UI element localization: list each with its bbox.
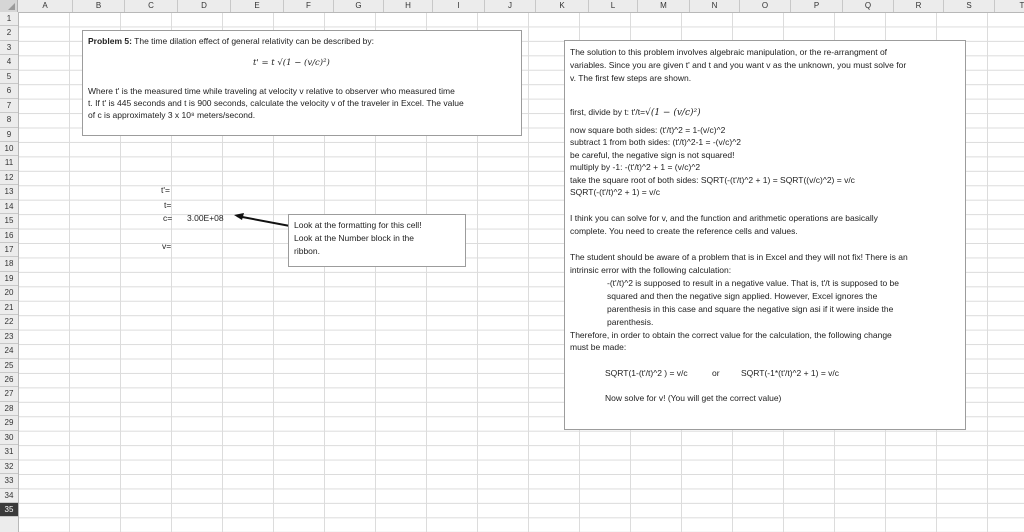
problem-heading — [88, 36, 374, 46]
problem-text-box[interactable] — [82, 30, 522, 136]
solution-therefore-2: must be made: — [570, 342, 627, 352]
row-header-32[interactable]: 32 — [0, 460, 18, 474]
column-header-s[interactable]: S — [944, 0, 995, 12]
cell-c16-label[interactable]: v= — [162, 241, 172, 251]
column-header-e[interactable]: E — [231, 0, 284, 12]
row-header-bar — [0, 12, 19, 532]
row-header-21[interactable]: 21 — [0, 301, 18, 315]
column-header-n[interactable]: N — [690, 0, 740, 12]
row-header-4[interactable]: 4 — [0, 55, 18, 69]
solution-warning-2: intrinsic error with the following calculation: — [570, 265, 732, 275]
solution-step-4: multiply by -1: -(t'/t)^2 + 1 = (v/c)^2 — [570, 162, 701, 172]
row-header-26[interactable]: 26 — [0, 373, 18, 387]
row-header-22[interactable]: 22 — [0, 315, 18, 329]
problem-text-line-1: Where t' is the measured time while traveling at velocity v relative to observer who measured time — [88, 86, 455, 96]
row-header-9[interactable]: 9 — [0, 128, 18, 142]
solution-step-2: subtract 1 from both sides: (t'/t)^2-1 = -(v/c)^2 — [570, 137, 741, 147]
solution-intro-3: v. The first few steps are shown. — [570, 73, 692, 83]
format-callout-box[interactable] — [288, 214, 466, 267]
column-header-l[interactable]: L — [589, 0, 638, 12]
row-header-3[interactable]: 3 — [0, 41, 18, 55]
column-header-c[interactable]: C — [125, 0, 178, 12]
solution-indent-3: parenthesis in this case and square the negative sign asi if it were inside the — [607, 304, 894, 314]
row-header-1[interactable]: 1 — [0, 12, 18, 26]
problem-text-line-2: t. If t' is 445 seconds and t is 900 seconds, calculate the velocity v of the traveler in Excel. The value — [88, 98, 464, 108]
solution-middle-1: I think you can solve for v, and the function and arithmetic operations are basically — [570, 213, 878, 223]
column-header-bar — [0, 0, 1024, 13]
column-header-a[interactable]: A — [18, 0, 73, 12]
solution-step-5: take the square root of both sides: SQRT(-(t'/t)^2 + 1) = SQRT((v/c)^2) = v/c — [570, 175, 855, 185]
row-header-11[interactable]: 11 — [0, 156, 18, 170]
cell-d14-value[interactable]: 3.00E+08 — [187, 213, 224, 223]
callout-arrow — [232, 212, 292, 230]
row-header-13[interactable]: 13 — [0, 185, 18, 199]
column-header-f[interactable]: F — [284, 0, 334, 12]
solution-step-6: SQRT(-(t'/t)^2 + 1) = v/c — [570, 187, 660, 197]
row-header-8[interactable]: 8 — [0, 113, 18, 127]
row-header-28[interactable]: 28 — [0, 402, 18, 416]
row-header-31[interactable]: 31 — [0, 445, 18, 459]
solution-fix-right: SQRT(-1*(t'/t)^2 + 1) = v/c — [741, 368, 840, 378]
column-header-m[interactable]: M — [638, 0, 690, 12]
row-header-6[interactable]: 6 — [0, 84, 18, 98]
cell-c13-label[interactable]: t= — [164, 200, 172, 210]
callout-line-3: ribbon. — [294, 246, 320, 256]
solution-warning-1: The student should be aware of a problem that is in Excel and they will not fix! There is an — [570, 252, 908, 262]
solution-therefore-1: Therefore, in order to obtain the correct value for the calculation, the following change — [570, 330, 892, 340]
problem-intro: The time dilation effect of general relativity can be described by: — [131, 36, 375, 46]
problem-equation: t' = t √(1 − (v/c)²) — [253, 58, 330, 68]
column-header-h[interactable]: H — [384, 0, 433, 12]
row-header-12[interactable]: 12 — [0, 171, 18, 185]
solution-fix-or: or — [712, 368, 720, 378]
row-header-34[interactable]: 34 — [0, 489, 18, 503]
row-header-7[interactable]: 7 — [0, 99, 18, 113]
row-header-30[interactable]: 30 — [0, 431, 18, 445]
row-header-25[interactable]: 25 — [0, 359, 18, 373]
solution-intro-1: The solution to this problem involves algebraic manipulation, or the re-arrangment of — [570, 47, 888, 57]
column-header-b[interactable]: B — [73, 0, 125, 12]
row-header-10[interactable]: 10 — [0, 142, 18, 156]
solution-text-box[interactable] — [564, 40, 966, 430]
row-header-5[interactable]: 5 — [0, 70, 18, 84]
solution-step-1: now square both sides: (t'/t)^2 = 1-(v/c)^2 — [570, 125, 726, 135]
row-header-16[interactable]: 16 — [0, 229, 18, 243]
cell-c12-label[interactable]: t'= — [161, 185, 170, 195]
column-header-i[interactable]: I — [433, 0, 485, 12]
solution-indent-2: squared and then the negative sign applied. However, Excel ignores the — [607, 291, 878, 301]
column-header-q[interactable]: Q — [843, 0, 894, 12]
step-divide-text: first, divide by t: t'/t= — [570, 107, 646, 117]
row-header-23[interactable]: 23 — [0, 330, 18, 344]
step-divide-equation: √(1 − (v/c)²) — [645, 108, 701, 118]
callout-line-2: Look at the Number block in the — [294, 233, 415, 243]
cell-c14-label[interactable]: c= — [163, 213, 173, 223]
row-header-33[interactable]: 33 — [0, 474, 18, 488]
problem-title: Problem 5: — [88, 36, 132, 46]
solution-step-divide — [570, 107, 701, 118]
column-header-k[interactable]: K — [536, 0, 589, 12]
column-header-j[interactable]: J — [485, 0, 536, 12]
row-header-20[interactable]: 20 — [0, 286, 18, 300]
row-header-2[interactable]: 2 — [0, 26, 18, 40]
row-header-18[interactable]: 18 — [0, 257, 18, 271]
row-header-35[interactable]: 35 — [0, 503, 18, 517]
column-header-p[interactable]: P — [791, 0, 843, 12]
problem-text-line-3: of c is approximately 3 x 10⁸ meters/second. — [88, 110, 256, 120]
row-header-24[interactable]: 24 — [0, 344, 18, 358]
solution-final: Now solve for v! (You will get the correct value) — [605, 393, 782, 403]
solution-fix-left: SQRT(1-(t'/t)^2 ) = v/c — [605, 368, 688, 378]
column-header-g[interactable]: G — [334, 0, 384, 12]
solution-step-3: be careful, the negative sign is not squared! — [570, 150, 735, 160]
solution-intro-2: variables. Since you are given t' and t and you want v as the unknown, you must solve for — [570, 60, 907, 70]
column-header-d[interactable]: D — [178, 0, 231, 12]
solution-indent-1: -(t'/t)^2 is supposed to result in a negative value. That is, t'/t is supposed to be — [607, 278, 899, 288]
column-header-t[interactable]: T — [995, 0, 1024, 12]
column-header-o[interactable]: O — [740, 0, 791, 12]
row-header-19[interactable]: 19 — [0, 272, 18, 286]
select-all-corner[interactable] — [0, 0, 18, 12]
solution-middle-2: complete. You need to create the reference cells and values. — [570, 226, 798, 236]
row-header-17[interactable]: 17 — [0, 243, 18, 257]
column-header-r[interactable]: R — [894, 0, 944, 12]
callout-line-1: Look at the formatting for this cell! — [294, 220, 422, 230]
row-header-29[interactable]: 29 — [0, 416, 18, 430]
row-header-14[interactable]: 14 — [0, 200, 18, 214]
row-header-27[interactable]: 27 — [0, 387, 18, 401]
solution-indent-4: parenthesis. — [607, 317, 654, 327]
row-header-15[interactable]: 15 — [0, 214, 18, 228]
